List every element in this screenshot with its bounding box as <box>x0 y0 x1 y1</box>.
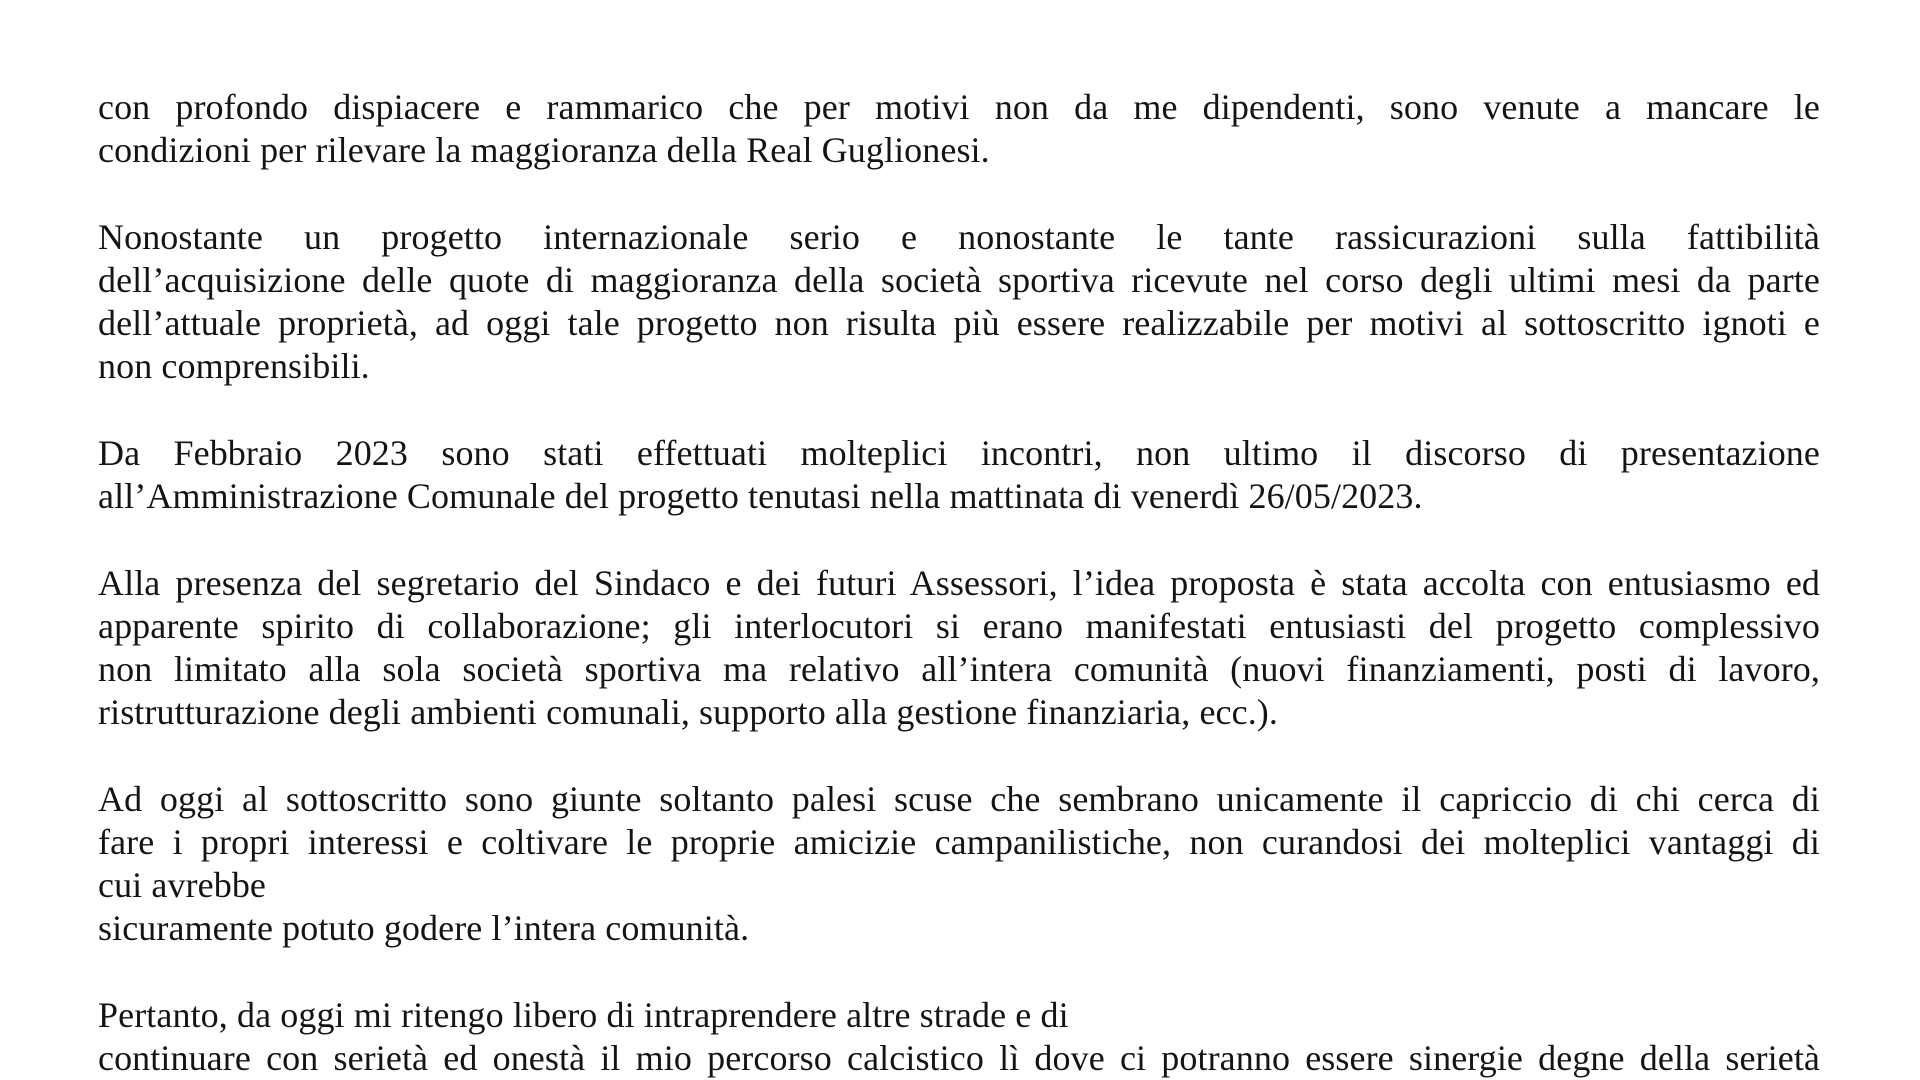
text-line: ristrutturazione degli ambienti comunali, supporto alla gestione finanziaria, ecc.). <box>98 692 1278 732</box>
text-line: sicuramente potuto godere l’intera comunità. <box>98 908 750 948</box>
text-line: Pertanto, da oggi mi ritengo libero di intraprendere altre strade e di <box>98 995 1069 1035</box>
text-line: condizioni per rilevare la maggioranza della Real Guglionesi. <box>98 130 990 170</box>
text-line: Nonostante un progetto internazionale serio e nonostante le tante rassicurazioni sulla fattibilità <box>98 217 1820 257</box>
paragraph-4 <box>98 562 1820 734</box>
text-line: dell’attuale proprietà, ad oggi tale progetto non risulta più essere realizzabile per motivi al sottoscritto ignoti e <box>98 303 1820 343</box>
text-line: cui avrebbe <box>98 865 267 905</box>
text-line: continuare con serietà ed onestà il mio percorso calcistico lì dove ci potranno essere sinergie degne della serietà <box>98 1038 1820 1078</box>
paragraph-5 <box>98 778 1820 950</box>
text-line: dell’acquisizione delle quote di maggioranza della società sportiva ricevute nel corso degli ultimi mesi da parte <box>98 260 1820 300</box>
text-line: apparente spirito di collaborazione; gli interlocutori si erano manifestati entusiasti del progetto complessivo <box>98 606 1820 646</box>
text-line: all’Amministrazione Comunale del progetto tenutasi nella mattinata di venerdì 26/05/2023. <box>98 476 1423 516</box>
paragraph-3 <box>98 432 1820 518</box>
paragraph-1 <box>98 86 1820 172</box>
text-line: Da Febbraio 2023 sono stati effettuati molteplici incontri, non ultimo il discorso di presentazione <box>98 433 1820 473</box>
text-line: non comprensibili. <box>98 346 370 386</box>
text-line: fare i propri interessi e coltivare le proprie amicizie campanilistiche, non curandosi dei molteplici vantaggi di <box>98 822 1820 862</box>
paragraph-2 <box>98 216 1820 388</box>
paragraph-6 <box>98 994 1820 1080</box>
text-line: Ad oggi al sottoscritto sono giunte soltanto palesi scuse che sembrano unicamente il capriccio di chi cerca di <box>98 779 1820 819</box>
text-line: Alla presenza del segretario del Sindaco e dei futuri Assessori, l’idea proposta è stata accolta con entusiasmo ed <box>98 563 1820 603</box>
letter-body <box>98 86 1820 1080</box>
text-line: non limitato alla sola società sportiva ma relativo all’intera comunità (nuovi finanziamenti, posti di lavoro, <box>98 649 1820 689</box>
text-line: con profondo dispiacere e rammarico che per motivi non da me dipendenti, sono venute a mancare le <box>98 87 1820 127</box>
